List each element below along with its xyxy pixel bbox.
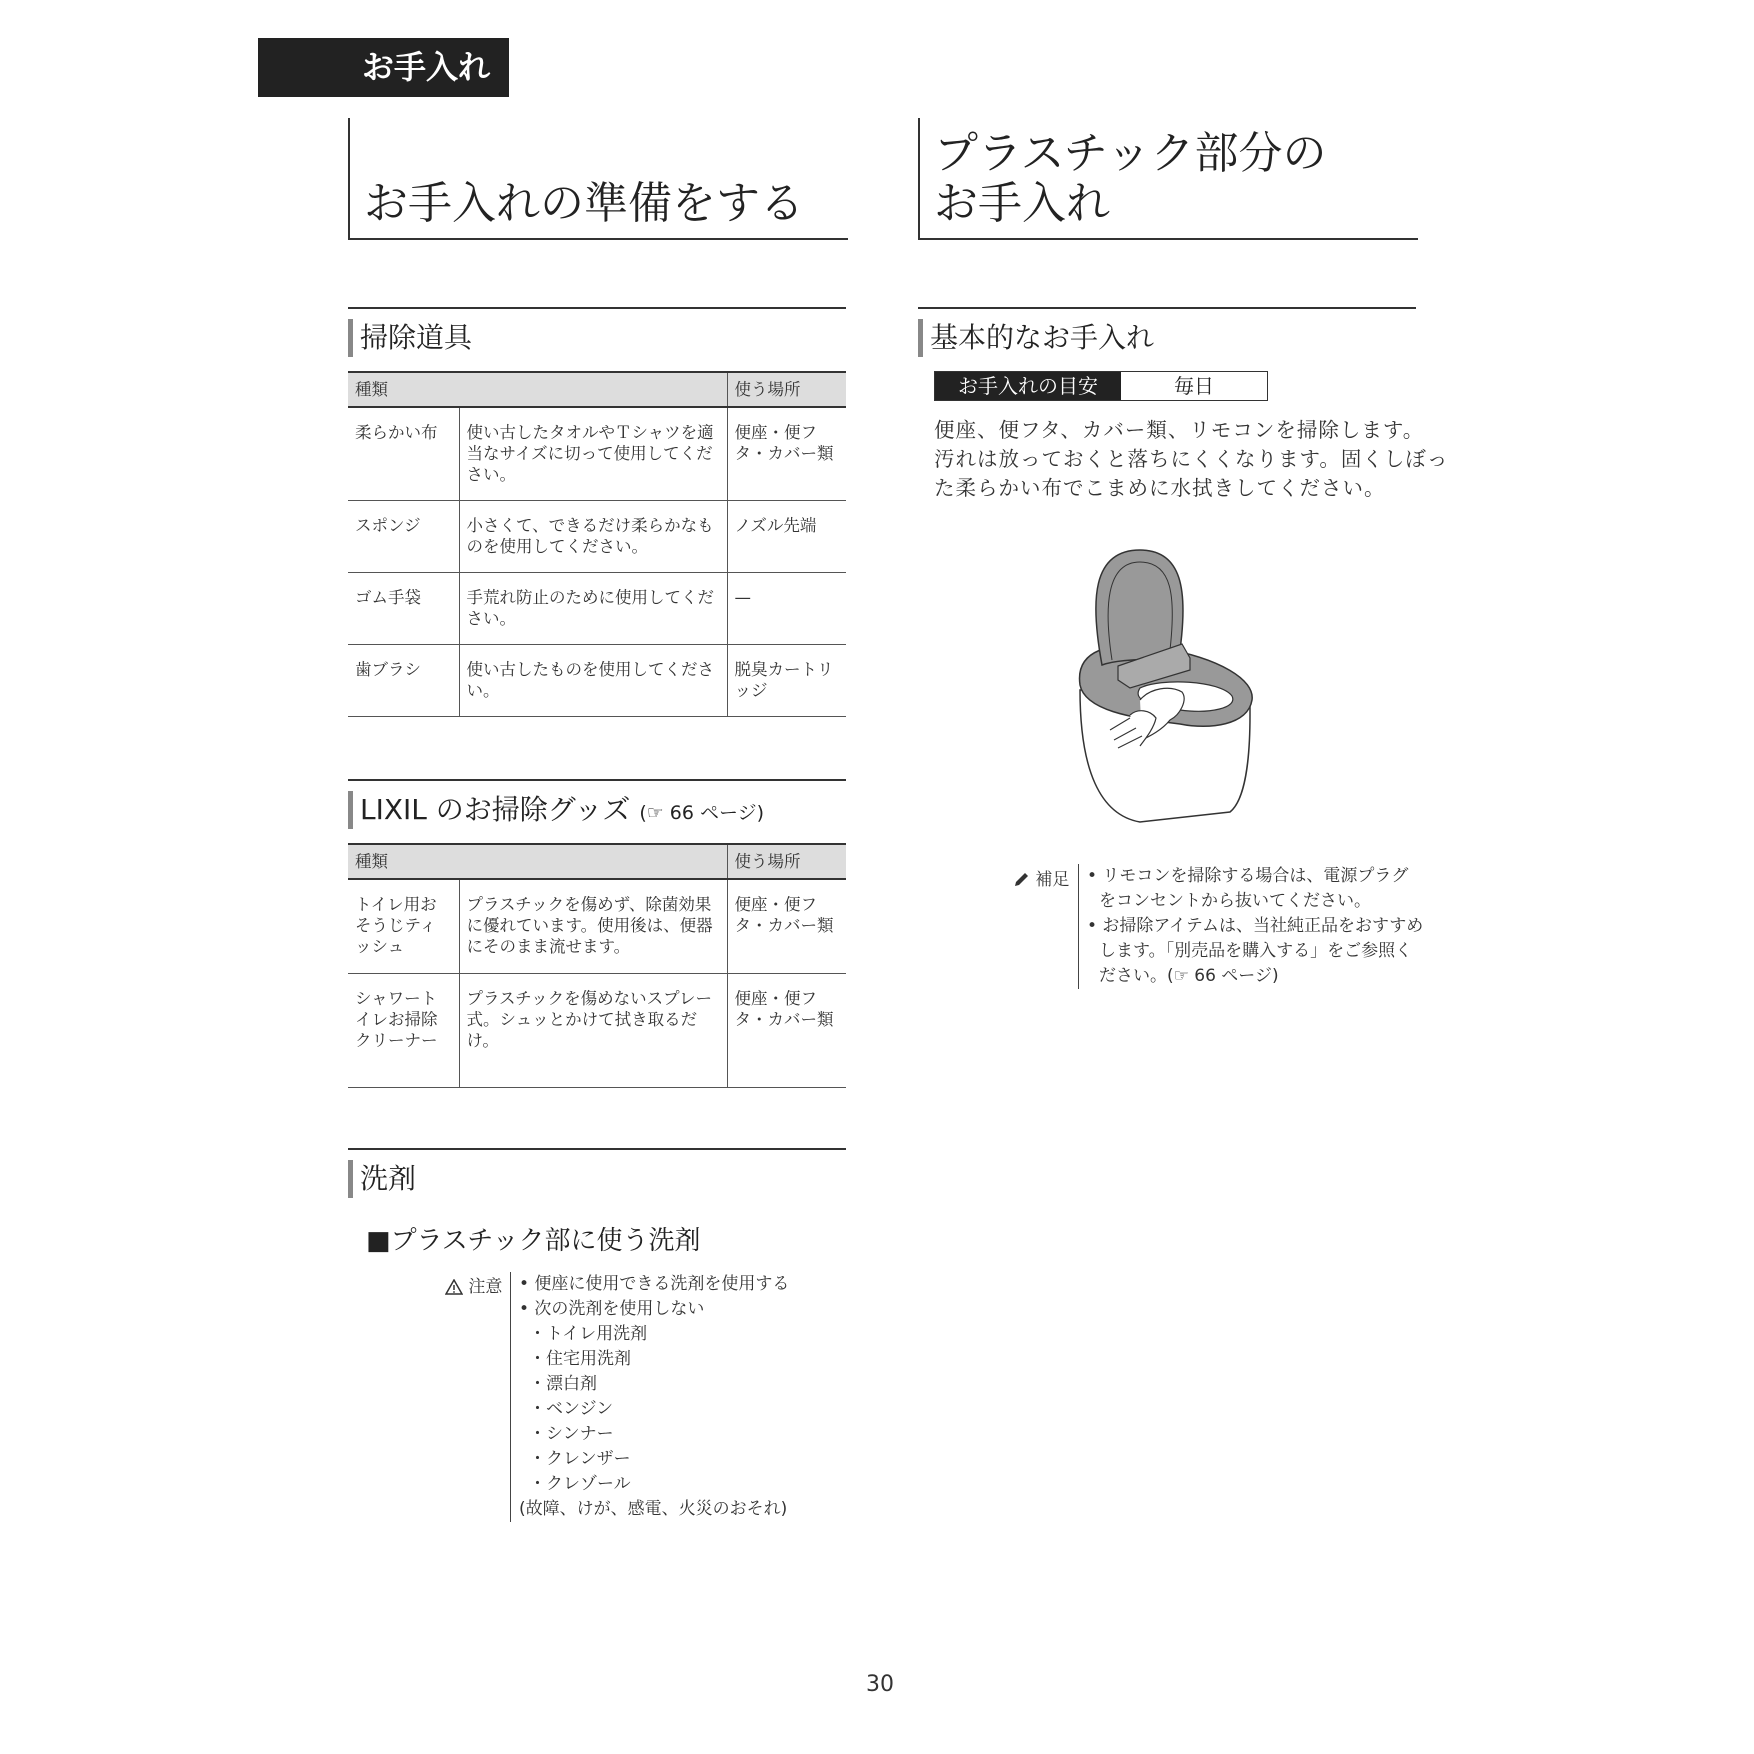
supplement-line: をコンセントから抜いてください。 (1099, 891, 1371, 911)
caution-line: ・トイレ用洗剤 (529, 1324, 648, 1344)
cell-desc: プラスチックを傷めず、除菌効果に優れています。使用後は、便器にそのまま流せます。 (459, 879, 727, 973)
caution-line: • 便座に使用できる洗剤を使用する (519, 1274, 790, 1294)
caution-line: ・住宅用洗剤 (529, 1349, 631, 1369)
caution-line: ・漂白剤 (529, 1374, 597, 1394)
cell-type: スポンジ (348, 500, 459, 572)
warning-icon (445, 1279, 463, 1295)
table-row (348, 407, 846, 500)
supplement-line: • リモコンを掃除する場合は、電源プラグ (1087, 866, 1409, 886)
caution-line: • 次の洗剤を使用しない (519, 1299, 705, 1319)
care-frequency-box (934, 371, 1268, 401)
section-tag: お手入れ (258, 38, 509, 97)
cell-place: 便座・便フタ・カバー類 (727, 407, 846, 500)
cell-place: ノズル先端 (727, 500, 846, 572)
cell-place: 便座・便フタ・カバー類 (727, 879, 846, 973)
supplement-line: • お掃除アイテムは、当社純正品をおすすめ (1087, 916, 1424, 936)
cell-desc: プラスチックを傷めないスプレー式。シュッとかけて拭き取るだけ。 (459, 973, 727, 1087)
basic-care-text (934, 416, 1449, 503)
caution-text: 注意 (468, 1277, 503, 1297)
caution-line: (故障、けが、感電、火災のおそれ) (519, 1499, 788, 1519)
cell-desc: 小さくて、できるだけ柔らかなものを使用してください。 (459, 500, 727, 572)
caution-line: ・クレンザー (529, 1449, 631, 1469)
supplement-body (1078, 864, 1432, 989)
right-title-line2: お手入れ (934, 178, 1110, 229)
cell-desc: 手荒れ防止のために使用してください。 (459, 572, 727, 644)
cell-type: シャワートイレお掃除クリーナー (348, 973, 459, 1087)
pencil-icon (1012, 871, 1030, 889)
detergent-heading-box (348, 1148, 846, 1200)
supplement-line: します。「別売品を購入する」をご参照く (1099, 941, 1413, 961)
cell-type: 柔らかい布 (348, 407, 459, 500)
cell-type: 歯ブラシ (348, 644, 459, 716)
left-title-box (348, 118, 848, 240)
header-type: 種類 (348, 372, 727, 407)
basic-care-heading: 基本的なお手入れ (930, 321, 1155, 354)
lixil-goods-heading (360, 788, 764, 828)
heading-bar (348, 319, 353, 357)
header-type: 種類 (348, 844, 727, 879)
cell-place: 脱臭カートリッジ (727, 644, 846, 716)
left-title: お手入れの準備をする (364, 178, 804, 229)
table-header-row (348, 372, 846, 407)
heading-bar (348, 791, 353, 829)
cell-type: トイレ用おそうじティッシュ (348, 879, 459, 973)
toilet-cleaning-illustration (1070, 540, 1260, 830)
detergent-subheading: ■プラスチック部に使う洗剤 (366, 1226, 701, 1256)
supplement-text: 補足 (1035, 870, 1070, 890)
cleaning-tools-table (348, 371, 846, 717)
table-row (348, 500, 846, 572)
body-line: 便座、便フタ、カバー類、リモコンを掃除します。 (934, 418, 1425, 442)
table-header-row (348, 844, 846, 879)
lixil-goods-heading-box (348, 779, 846, 831)
cleaning-tools-heading: 掃除道具 (360, 321, 473, 354)
table-row (348, 973, 846, 1087)
frequency-label: お手入れの目安 (935, 372, 1121, 400)
table-row (348, 572, 846, 644)
caution-line: ・シンナー (529, 1424, 614, 1444)
lixil-goods-title: LIXIL のお掃除グッズ (360, 793, 631, 826)
header-place: 使う場所 (727, 844, 846, 879)
caution-label (445, 1272, 502, 1297)
cell-place: 便座・便フタ・カバー類 (727, 973, 846, 1087)
supplement-line: ださい。(☞ 66 ページ) (1099, 966, 1279, 986)
cell-place: — (727, 572, 846, 644)
caution-body (510, 1272, 849, 1522)
right-title-box (918, 118, 1418, 240)
cell-type: ゴム手袋 (348, 572, 459, 644)
header-place: 使う場所 (727, 372, 846, 407)
frequency-value: 毎日 (1174, 374, 1214, 398)
supplement-label (1012, 865, 1069, 890)
body-line: 汚れは放っておくと落ちにくくなります。固くしぼっ (934, 447, 1449, 471)
detergent-heading: 洗剤 (360, 1162, 417, 1195)
page-reference: (☞ 66 ページ) (639, 802, 765, 824)
cell-desc: 使い古したものを使用してください。 (459, 644, 727, 716)
basic-care-heading-box (918, 307, 1416, 359)
table-row (348, 879, 846, 973)
right-title-line1: プラスチック部分の (934, 128, 1327, 179)
cleaning-tools-heading-box (348, 307, 846, 359)
table-row (348, 644, 846, 716)
cell-desc: 使い古したタオルやＴシャツを適当なサイズに切って使用してください。 (459, 407, 727, 500)
page-number: 30 (866, 1672, 894, 1697)
heading-bar (348, 1160, 353, 1198)
caution-line: ・クレゾール (529, 1474, 631, 1494)
body-line: た柔らかい布でこまめに水拭きしてください。 (934, 476, 1386, 500)
heading-bar (918, 319, 923, 357)
lixil-goods-table (348, 843, 846, 1088)
caution-line: ・ベンジン (529, 1399, 614, 1419)
